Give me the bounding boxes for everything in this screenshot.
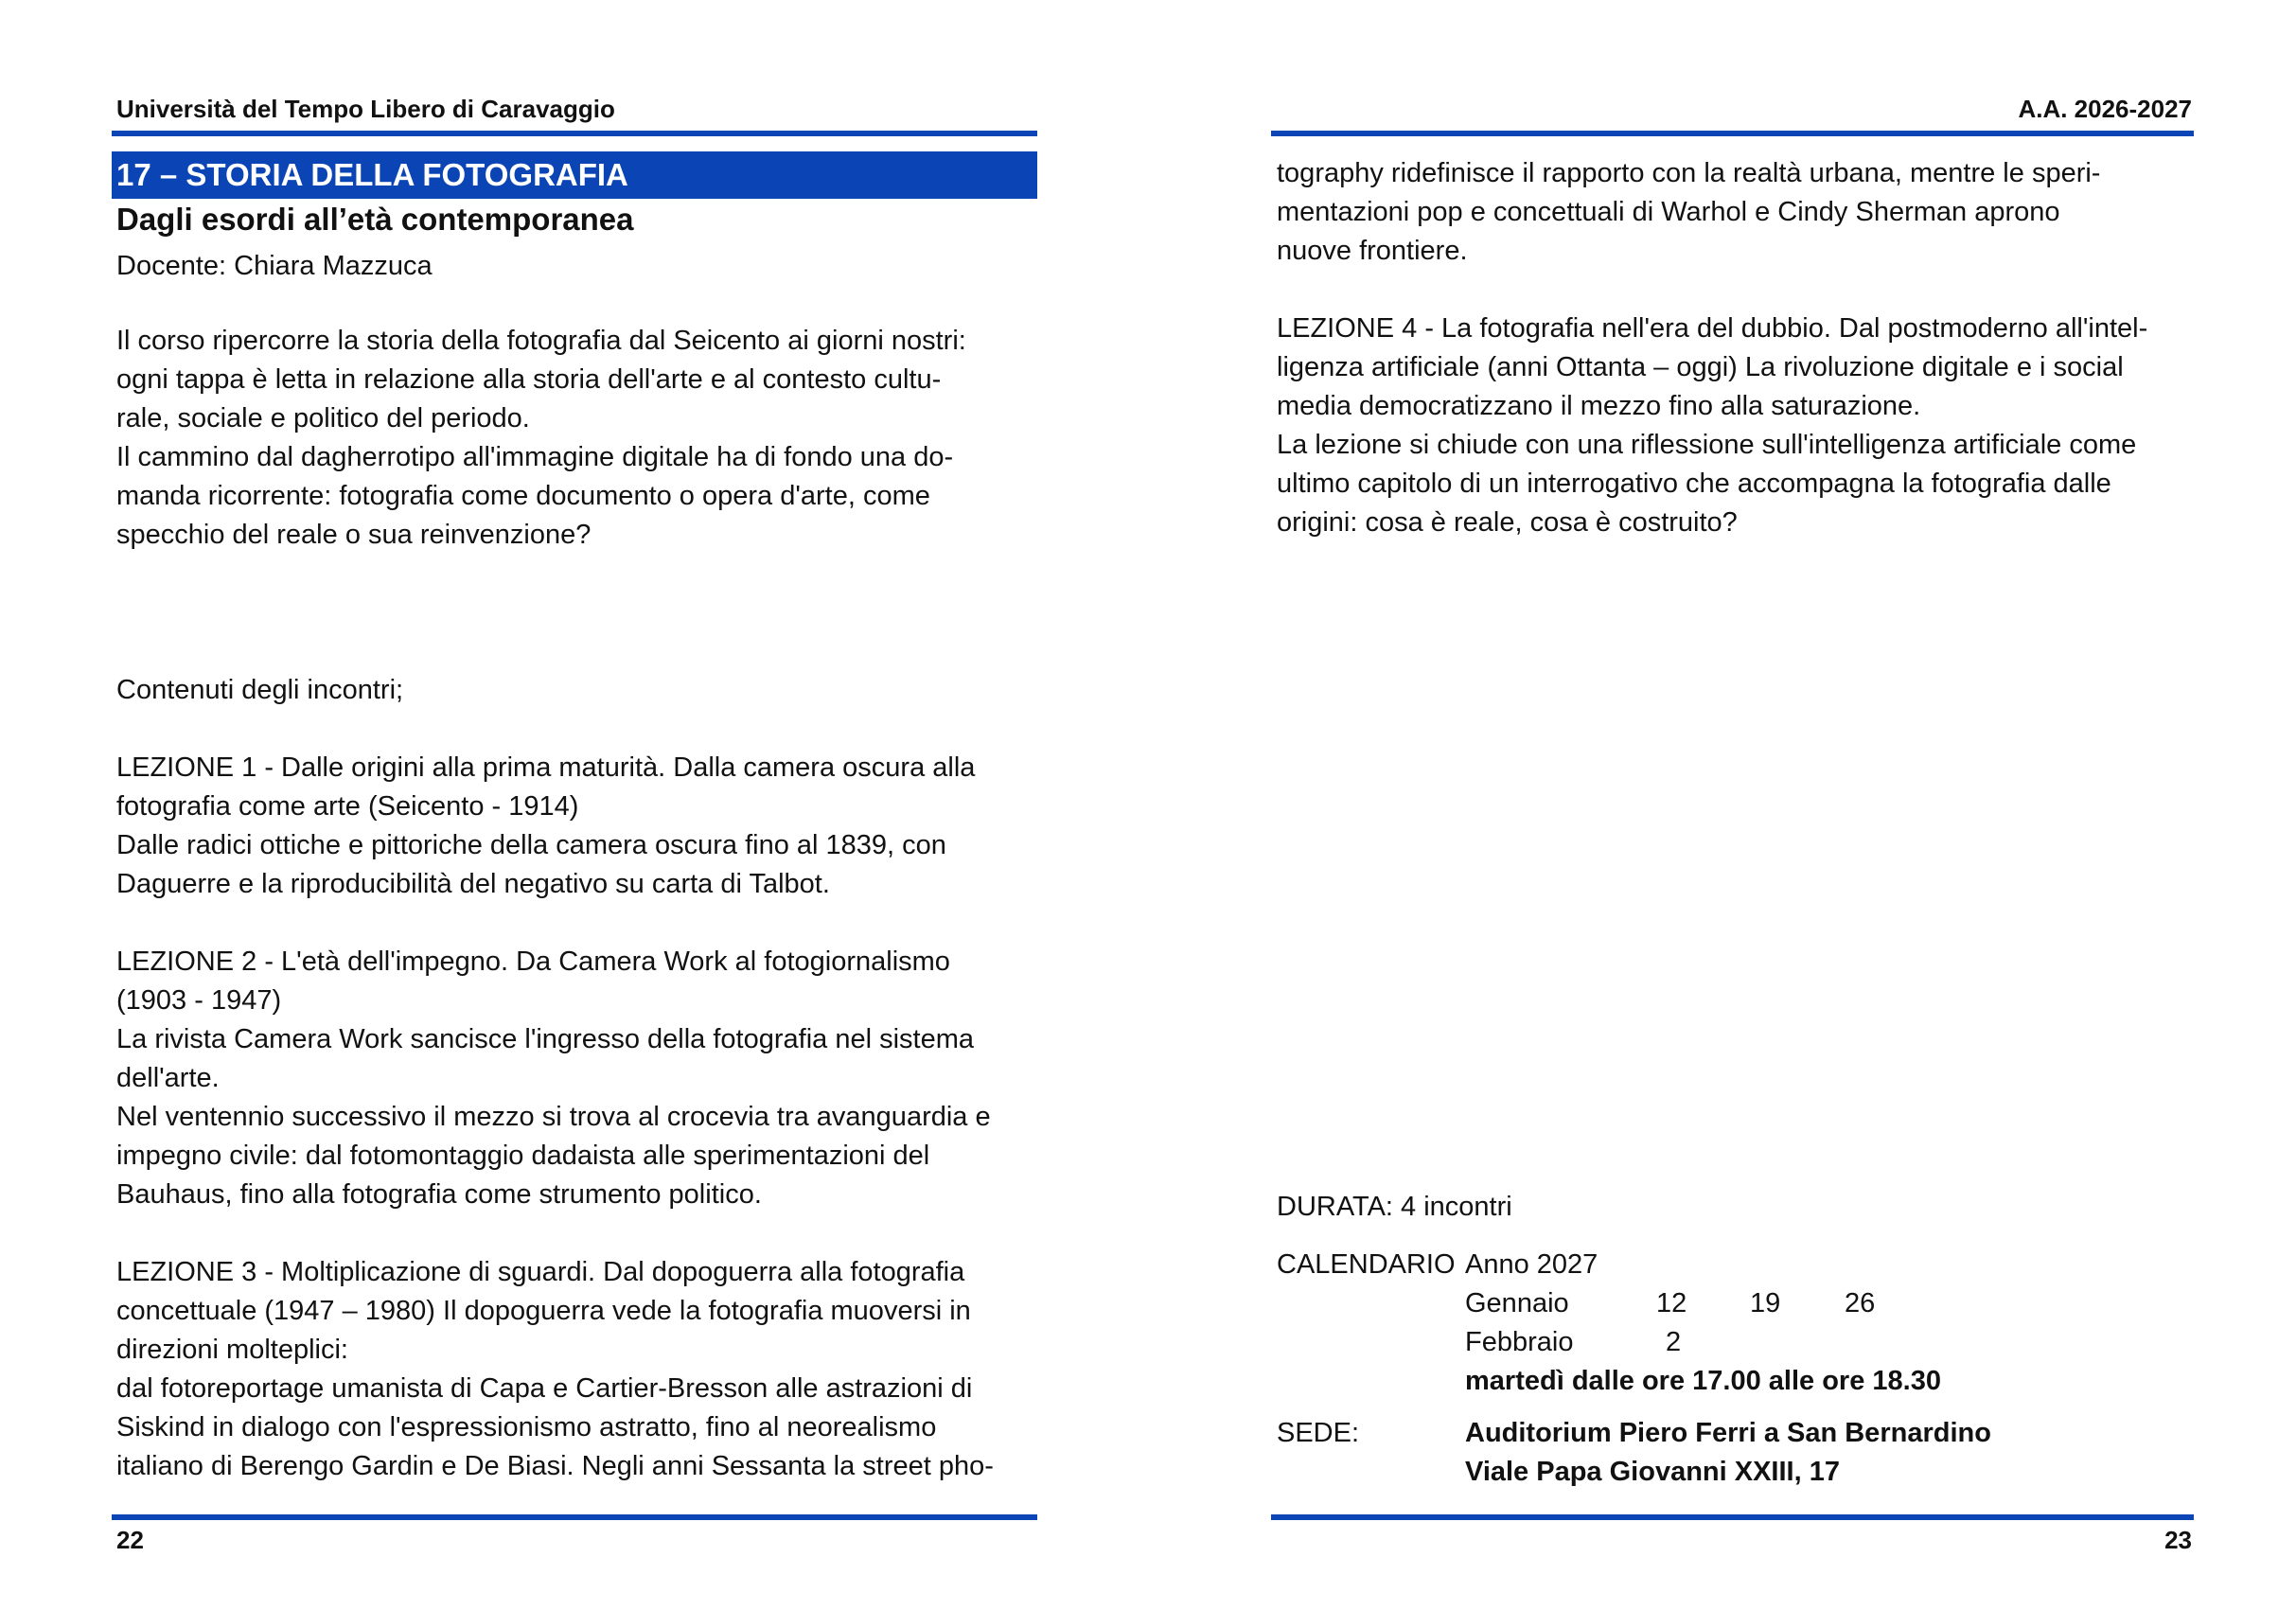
right-page bbox=[1148, 0, 2296, 1610]
header-rule bbox=[1271, 131, 2194, 136]
lesson2-line: LEZIONE 2 - L'età dell'impegno. Da Camera Work al fotogiornalismo bbox=[116, 947, 950, 977]
venue-label: SEDE: bbox=[1277, 1418, 1360, 1448]
lesson2-line: impegno civile: dal fotomontaggio dadaista alle sperimentazioni del bbox=[116, 1141, 930, 1171]
continuation-line: mentazioni pop e concettuali di Warhol e Cindy Sherman aprono bbox=[1277, 197, 2060, 227]
lesson2-line: Nel ventennio successivo il mezzo si trova al crocevia tra avanguardia e bbox=[116, 1102, 991, 1132]
continuation-line: tography ridefinisce il rapporto con la realtà urbana, mentre le speri- bbox=[1277, 158, 2101, 188]
lesson2-line: (1903 - 1947) bbox=[116, 985, 282, 1016]
lesson4-line: media democratizzano il mezzo fino alla saturazione. bbox=[1277, 391, 1921, 421]
course-title: 17 – STORIA DELLA FOTOGRAFIA bbox=[112, 151, 1037, 199]
venue-address: Viale Papa Giovanni XXIII, 17 bbox=[1465, 1457, 1840, 1487]
day: 12 bbox=[1656, 1288, 1687, 1318]
intro-line: Il corso ripercorre la storia della fotografia dal Seicento ai giorni nostri: bbox=[116, 326, 966, 356]
schedule-time: martedì dalle ore 17.00 alle ore 18.30 bbox=[1465, 1366, 1941, 1396]
course-subtitle: Dagli esordi all’età contemporanea bbox=[116, 202, 634, 237]
lesson-text bbox=[1277, 154, 2147, 542]
lesson3-line: dal fotoreportage umanista di Capa e Cartier-Bresson alle astrazioni di bbox=[116, 1373, 973, 1404]
course-body bbox=[116, 322, 994, 1486]
lesson3-line: concettuale (1947 – 1980) Il dopoguerra vede la fotografia muoversi in bbox=[116, 1296, 971, 1326]
header-rule bbox=[112, 131, 1037, 136]
month-name: Gennaio bbox=[1465, 1288, 1569, 1318]
lesson1-line: fotografia come arte (Seicento - 1914) bbox=[116, 791, 579, 822]
footer-rule bbox=[112, 1514, 1037, 1520]
lesson4-line: La lezione si chiude con una riflessione sull'intelligenza artificiale come bbox=[1277, 430, 2137, 460]
left-header: Università del Tempo Libero di Caravaggio bbox=[116, 95, 615, 123]
lesson3-line: italiano di Berengo Gardin e De Biasi. Negli anni Sessanta la street pho- bbox=[116, 1451, 994, 1481]
lesson3-line: Siskind in dialogo con l'espressionismo astratto, fino al neorealismo bbox=[116, 1412, 937, 1442]
day: 19 bbox=[1750, 1288, 1781, 1318]
day: 26 bbox=[1845, 1288, 1876, 1318]
continuation-line: nuove frontiere. bbox=[1277, 236, 1468, 266]
intro-line: Il cammino dal dagherrotipo all'immagine digitale ha di fondo una do- bbox=[116, 442, 954, 472]
venue-name: Auditorium Piero Ferri a San Bernardino bbox=[1465, 1418, 1991, 1448]
lesson4-line: ligenza artificiale (anni Ottanta – oggi) La rivoluzione digitale e i social bbox=[1277, 352, 2124, 382]
lesson3-line: direzioni molteplici: bbox=[116, 1335, 348, 1365]
lesson4-line: LEZIONE 4 - La fotografia nell'era del dubbio. Dal postmoderno all'intel- bbox=[1277, 313, 2148, 344]
lesson4-line: origini: cosa è reale, cosa è costruito? bbox=[1277, 507, 1738, 538]
calendar-label: CALENDARIO bbox=[1277, 1249, 1456, 1280]
day: 2 bbox=[1666, 1327, 1682, 1357]
page-number: 22 bbox=[116, 1526, 144, 1554]
lesson3-line: LEZIONE 3 - Moltiplicazione di sguardi. Dal dopoguerra alla fotografia bbox=[116, 1257, 965, 1287]
teacher: Docente: Chiara Mazzuca bbox=[116, 251, 433, 281]
lesson2-line: La rivista Camera Work sancisce l'ingresso della fotografia nel sistema bbox=[116, 1024, 974, 1054]
lesson1-line: Daguerre e la riproducibilità del negativo su carta di Talbot. bbox=[116, 869, 830, 899]
right-header: A.A. 2026-2027 bbox=[2018, 95, 2192, 123]
lesson2-line: Bauhaus, fino alla fotografia come strumento politico. bbox=[116, 1179, 762, 1210]
intro-line: ogni tappa è letta in relazione alla storia dell'arte e al contesto cultu- bbox=[116, 364, 942, 395]
page-number: 23 bbox=[2164, 1526, 2192, 1554]
duration: DURATA: 4 incontri bbox=[1277, 1192, 1512, 1222]
intro-line: manda ricorrente: fotografia come documento o opera d'arte, come bbox=[116, 481, 930, 511]
lesson1-line: LEZIONE 1 - Dalle origini alla prima maturità. Dalla camera oscura alla bbox=[116, 752, 976, 783]
lesson1-line: Dalle radici ottiche e pittoriche della camera oscura fino al 1839, con bbox=[116, 830, 946, 860]
month-name: Febbraio bbox=[1465, 1327, 1574, 1357]
lesson4-line: ultimo capitolo di un interrogativo che accompagna la fotografia dalle bbox=[1277, 469, 2111, 499]
calendar-year: Anno 2027 bbox=[1465, 1249, 1598, 1280]
contents-label: Contenuti degli incontri; bbox=[116, 675, 404, 705]
lesson2-line: dell'arte. bbox=[116, 1063, 220, 1093]
intro-line: rale, sociale e politico del periodo. bbox=[116, 403, 530, 433]
intro-line: specchio del reale o sua reinvenzione? bbox=[116, 520, 592, 550]
footer-rule bbox=[1271, 1514, 2194, 1520]
